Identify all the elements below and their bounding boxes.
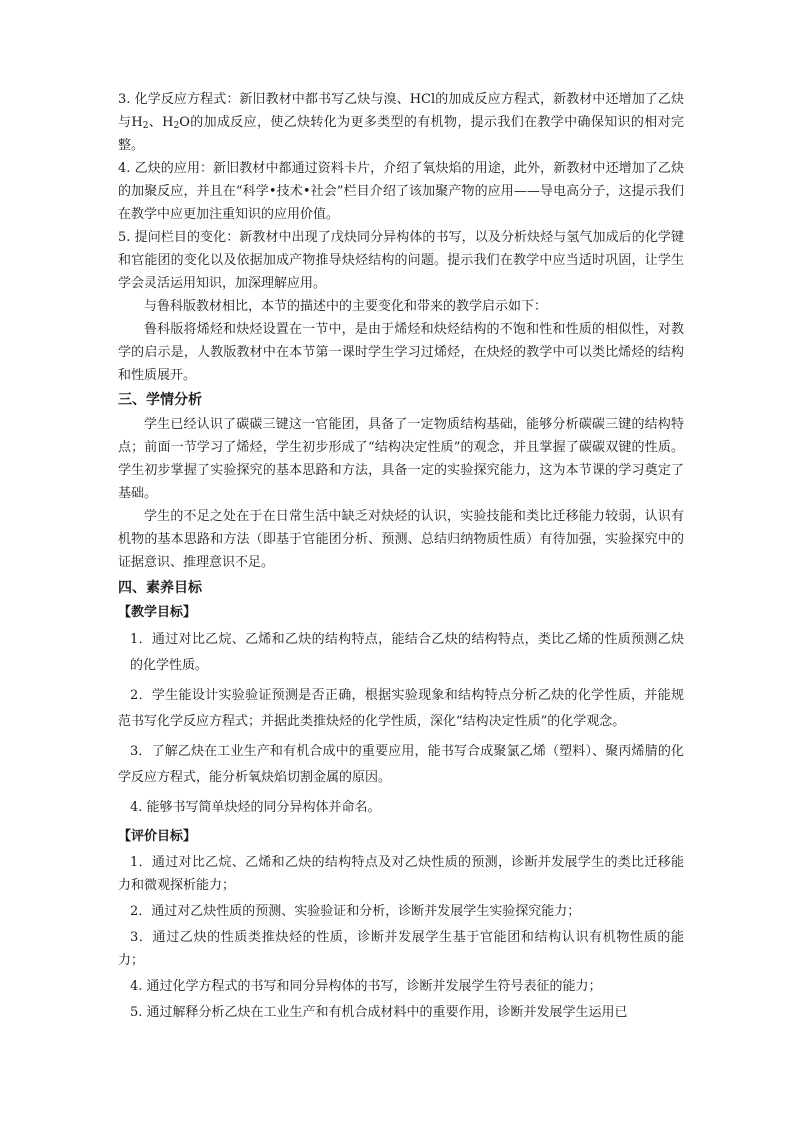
document-page — [118, 88, 684, 1027]
paragraph-lk-intro: 与鲁科版教材相比，本节的描述中的主要变化和带来的教学启示如下： — [144, 299, 548, 314]
teaching-goal-item: 2．学生能设计实验验证预测是否正确，根据实验现象和结构特点分析乙炔的化学性质，并能规范书写化学反应方程式；并据此类推炔烃的化学性质，深化“结构决定性质”的化学观念。 — [118, 688, 684, 729]
evaluation-goal-item: 4. 通过化学方程式的书写和同分异构体的书写，诊断并发展学生符号表征的能力； — [130, 979, 602, 994]
evaluation-goal-item: 5. 通过解释分析乙炔在工业生产和有机合成材料中的重要作用，诊断并发展学生运用已 — [130, 1005, 628, 1020]
teaching-goals-list — [118, 627, 684, 821]
evaluation-goal-item: 3．通过乙炔的性质类推炔烃的性质，诊断并发展学生基于官能团和结构认识有机物性质的能力； — [118, 930, 684, 968]
paragraph-item-4: 4. 乙炔的应用：新旧教材中都通过资料卡片，介绍了氧炔焰的用途，此外，新教材中还增加了乙炔的加聚反应，并且在“科学•技术•社会”栏目介绍了该加聚产物的应用——导电高分子，这提示我们在教学中应更加注重知识的应用价值。 — [118, 161, 684, 222]
section-heading-student-analysis: 三、学情分析 — [118, 392, 202, 408]
teaching-goal-item: 1．通过对比乙烷、乙烯和乙炔的结构特点，能结合乙炔的结构特点，类比乙烯的性质预测乙炔的化学性质。 — [130, 632, 684, 673]
paragraph-item-5: 5. 提问栏目的变化：新教材中出现了戊炔同分异构体的书写，以及分析炔烃与氢气加成后的化学键和官能团的变化以及依据加成产物推导炔烃结构的问题。提示我们在教学中应当适时巩固，让学生学会灵活运用知识，加深理解应用。 — [118, 230, 684, 291]
teaching-goal-item: 3．了解乙炔在工业生产和有机合成中的重要应用，能书写合成聚氯乙烯（塑料）、聚丙烯腈的化学反应方程式，能分析氧炔焰切割金属的原因。 — [118, 744, 684, 785]
evaluation-goals-list — [118, 851, 684, 1024]
teaching-goal-item: 4. 能够书写简单炔烃的同分异构体并命名。 — [130, 800, 381, 815]
label-evaluation-goals: 【评价目标】 — [118, 829, 197, 844]
evaluation-goal-item: 1．通过对比乙烷、乙烯和乙炔的结构特点及对乙炔性质的预测，诊断并发展学生的类比迁移能力和微观探析能力； — [118, 855, 684, 893]
paragraph-student-weaknesses: 学生的不足之处在于在日常生活中缺乏对炔烃的认识，实验技能和类比迁移能力较弱，认识有机物的基本思路和方法（即基于官能团分析、预测、总结归纳物质性质）有待加强，实验探究中的证据意识、推理意识不足。 — [118, 509, 684, 570]
paragraph-item-3: 3. 化学反应方程式：新旧教材中都书写乙炔与溴、HCl的加成反应方程式，新教材中还增加了乙炔与$H_2$、$H_2O$的加成反应，使乙炔转化为更多类型的有机物，提示我们在教学中确保知识的相对完整。 — [118, 92, 684, 153]
evaluation-goal-item: 2．通过对乙炔性质的预测、实验验证和分析，诊断并发展学生实验探究能力； — [130, 904, 581, 919]
label-teaching-goals: 【教学目标】 — [118, 605, 197, 620]
paragraph-student-strengths: 学生已经认识了碳碳三键这一官能团，具备了一定物质结构基础，能够分析碳碳三键的结构特点；前面一节学习了烯烃，学生初步形成了“结构决定性质”的观念，并且掌握了碳碳双键的性质。学生初步掌握了实验探究的基本思路和方法，具备一定的实验探究能力，这为本节课的学习奠定了基础。 — [118, 417, 684, 501]
paragraph-lk-compare: 鲁科版将烯烃和炔烃设置在一节中，是由于烯烃和炔烃结构的不饱和性和性质的相似性，对教学的启示是，人教版教材中在本节第一课时学生学习过烯烃，在炔烃的教学中可以类比烯烃的结构和性质展开。 — [118, 322, 684, 383]
section-heading-literacy-goals: 四、素养目标 — [118, 580, 202, 596]
